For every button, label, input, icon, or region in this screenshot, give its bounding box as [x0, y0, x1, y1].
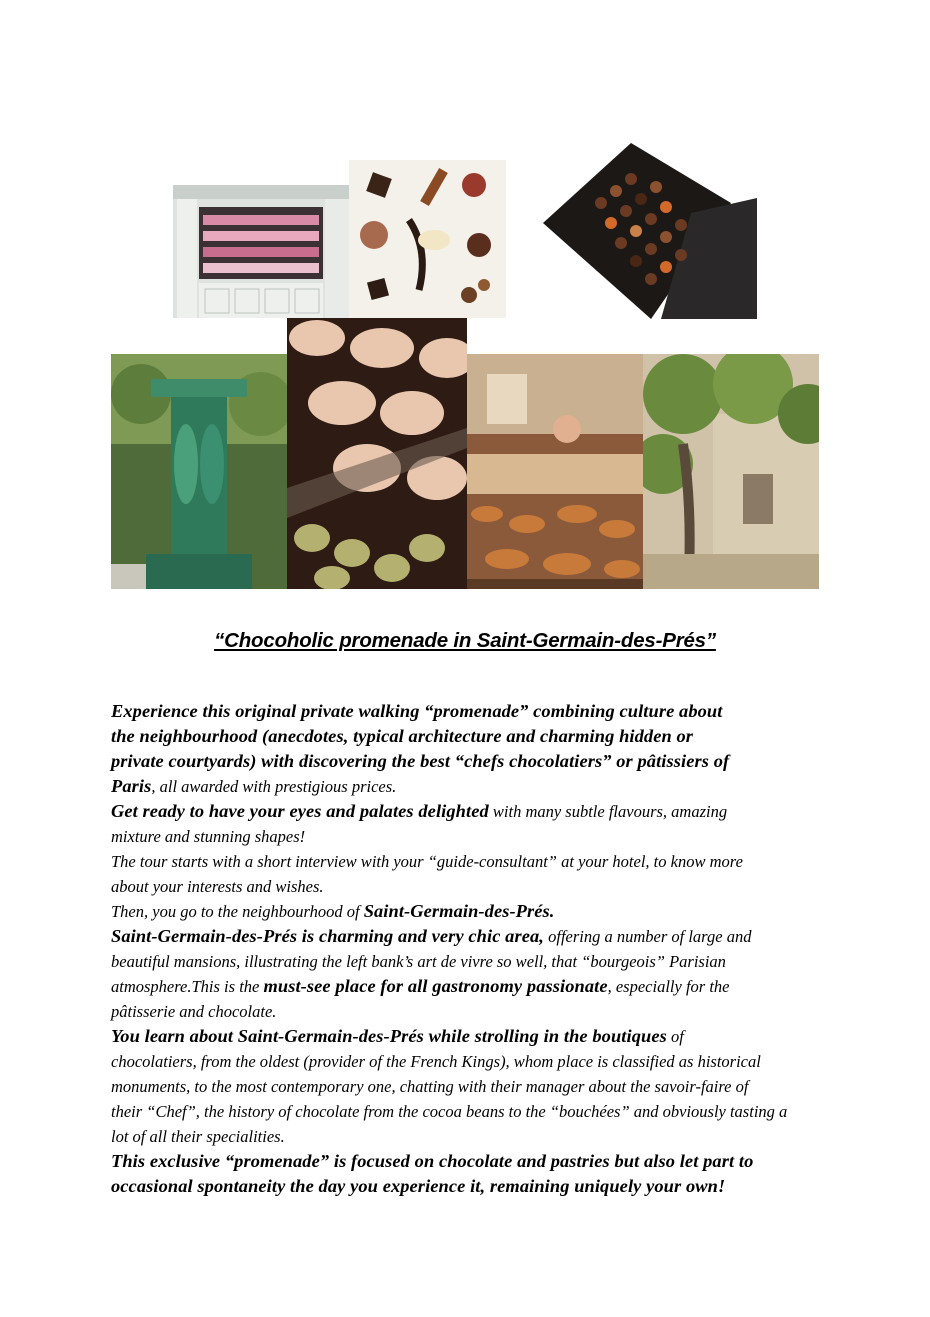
- regular-text: , especially for the: [607, 977, 730, 996]
- bold-text: Get ready to have your eyes and palates delighted: [111, 801, 489, 821]
- text-line: [111, 899, 816, 924]
- chocolates-and-spices-photo: [349, 160, 506, 318]
- pastry-shop-interior-photo: [467, 354, 643, 589]
- text-line: [111, 1099, 816, 1124]
- regular-text: mixture and stunning shapes!: [111, 827, 306, 846]
- text-line: [111, 999, 816, 1024]
- regular-text: , all awarded with prestigious prices.: [151, 777, 397, 796]
- regular-text: The tour starts with a short interview with your “guide-consultant” at your hotel, to know more: [111, 852, 743, 871]
- chocolate-shop-window-photo: [173, 185, 349, 318]
- text-line: [111, 1074, 816, 1099]
- bold-text: This exclusive “promenade” is focused on chocolate and pastries but also let part to: [111, 1151, 754, 1171]
- text-line: [111, 774, 816, 799]
- text-line: [111, 699, 816, 724]
- text-line: [111, 1149, 816, 1174]
- regular-text: Then, you go to the neighbourhood of: [111, 902, 364, 921]
- text-line: [111, 949, 816, 974]
- regular-text: offering a number of large and: [543, 927, 752, 946]
- bold-text: Paris: [111, 776, 152, 796]
- text-line: [111, 1049, 816, 1074]
- text-line: [111, 1174, 816, 1199]
- text-line: [111, 849, 816, 874]
- bold-text: Saint-Germain-des-Prés.: [363, 901, 555, 921]
- regular-text: atmosphere.This is the: [111, 977, 264, 996]
- text-line: [111, 874, 816, 899]
- bold-text: private courtyards) with discovering the best “chefs chocolatiers” or pâtissiers of: [111, 751, 730, 771]
- bold-text: Saint-Germain-des-Prés is charming and very chic area,: [111, 926, 544, 946]
- text-line: [111, 724, 816, 749]
- wallace-fountain-photo: [111, 354, 287, 589]
- regular-text: pâtisserie and chocolate.: [111, 1002, 277, 1021]
- regular-text: lot of all their specialities.: [111, 1127, 285, 1146]
- text-line: [111, 924, 816, 949]
- page-title: “Chocoholic promenade in Saint-Germain-des-Prés”: [214, 629, 716, 652]
- text-line: [111, 799, 816, 824]
- description-text: [111, 699, 816, 1199]
- bold-text: the neighbourhood (anecdotes, typical architecture and charming hidden or: [111, 726, 694, 746]
- regular-text: with many subtle flavours, amazing: [488, 802, 728, 821]
- regular-text: of: [666, 1027, 684, 1046]
- bold-text: Experience this original private walking “promenade” combining culture about: [111, 701, 723, 721]
- regular-text: beautiful mansions, illustrating the left bank’s art de vivre so well, that “bourgeois” Parisian: [111, 952, 726, 971]
- text-line: [111, 974, 816, 999]
- macarons-photo: [287, 318, 467, 589]
- regular-text: about your interests and wishes.: [111, 877, 324, 896]
- regular-text: monuments, to the most contemporary one, chatting with their manager about the savoir-faire of: [111, 1077, 749, 1096]
- regular-text: their “Chef”, the history of chocolate from the cocoa beans to the “bouchées” and obviously tasting a: [111, 1102, 788, 1121]
- text-line: [111, 749, 816, 774]
- text-line: [111, 1024, 816, 1049]
- courtyard-tree-photo: [643, 354, 819, 589]
- chocolate-box-photo: [541, 143, 757, 319]
- bold-text: You learn about Saint-Germain-des-Prés while strolling in the boutiques: [111, 1026, 667, 1046]
- text-line: [111, 1124, 816, 1149]
- regular-text: chocolatiers, from the oldest (provider of the French Kings), whom place is classified as historical: [111, 1052, 761, 1071]
- text-line: [111, 824, 816, 849]
- bold-text: occasional spontaneity the day you experience it, remaining uniquely your own!: [111, 1176, 726, 1196]
- bold-text: must-see place for all gastronomy passionate: [263, 976, 608, 996]
